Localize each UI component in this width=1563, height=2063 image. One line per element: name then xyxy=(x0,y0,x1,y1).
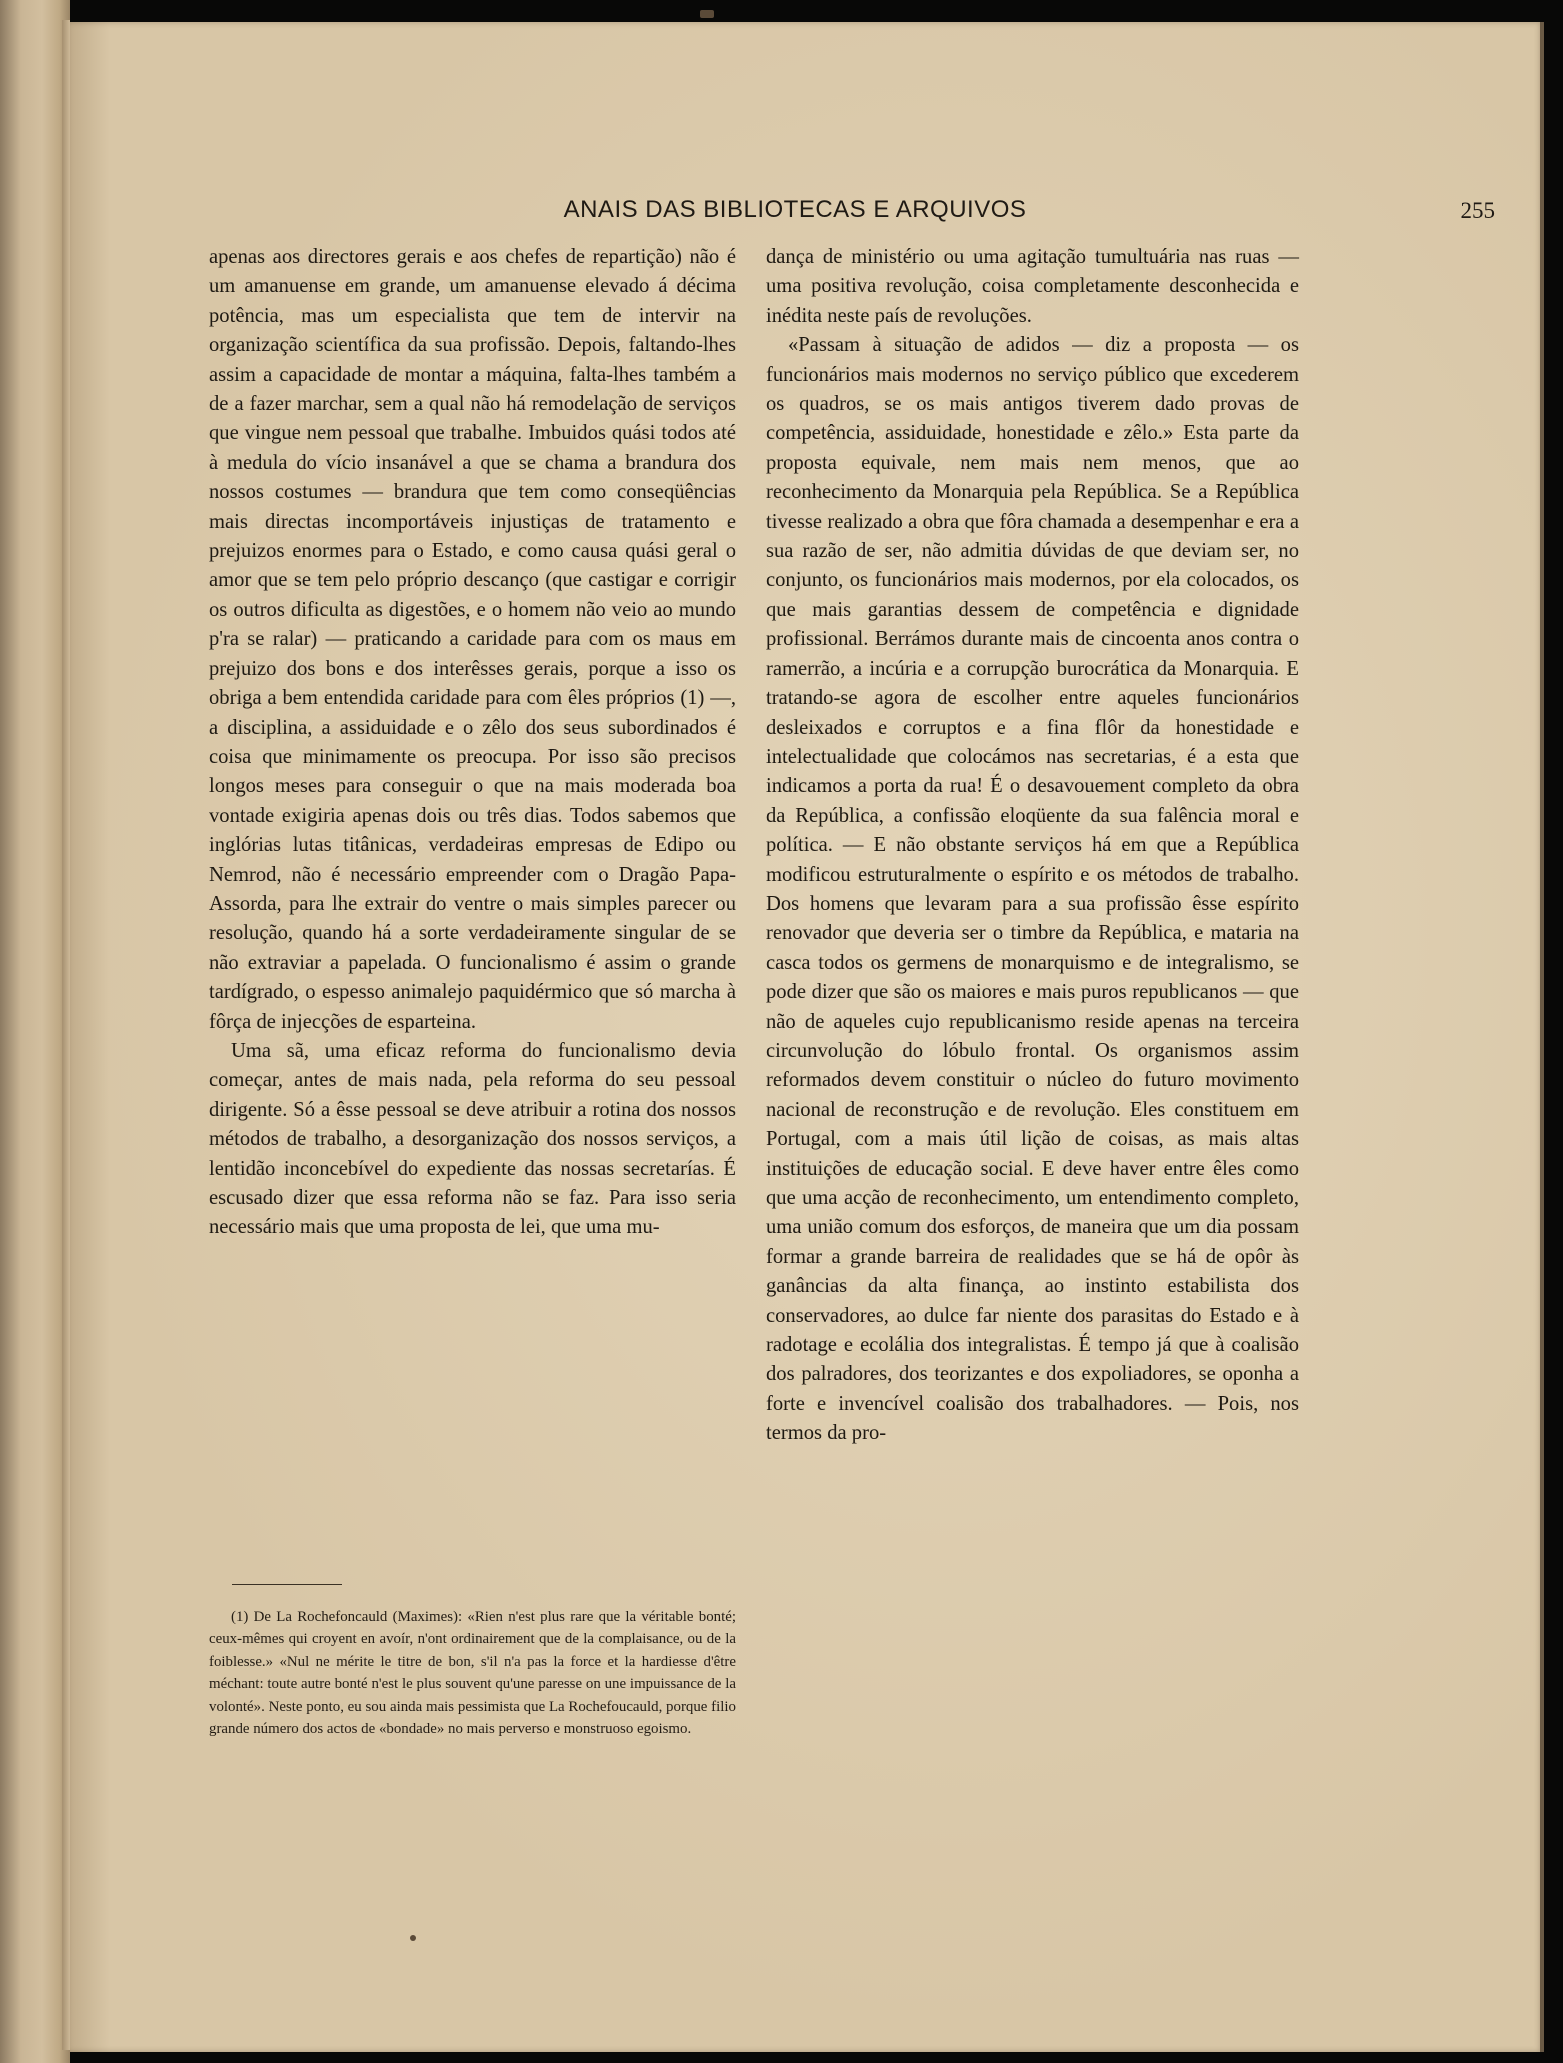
right-paragraph-2: «Passam à situação de adidos — diz a proposta — os funcionários mais modernos no serviço público que excederem os quadros, se os mais antigos tiverem dado provas de competência, assiduidade, honestidade e zêlo.» Esta parte da proposta equivale, nem mais nem menos, que ao reconhecimento da Monarquia pela República. Se a República tivesse realizado a obra que fôra chamada a desempenhar e era a sua razão de ser, não admitia dúvidas de que deviam ser, no conjunto, os funcionários mais modernos, por ela colocados, os que mais garantias dessem de competência e dignidade profissional. Berrámos durante mais de cincoenta anos contra o ramerrão, a incúria e a corrupção burocrática da Monarquia. E tratando-se agora de escolher entre aqueles funcionários desleixados e corruptos e a fina flôr da honestidade e intelectualidade que colocámos nas secretarias, é a esta que indicamos a porta da rua! É o desavouement completo da obra da República, a confissão eloqüente da sua falência moral e política. — E não obstante serviços há em que a República modificou estruturalmente o espírito e os métodos de trabalho. Dos homens que levaram para a sua profissão êsse espírito renovador que deveria ser o timbre da República, e mataria na casca todos os germens de monarquismo e de integralismo, se pode dizer que são os maiores e mais puros republicanos — que não de aqueles cujo republicanismo reside apenas na terceira circunvolução do lóbulo frontal. Os organismos assim reformados devem constituir o núcleo do futuro movimento nacional de reconstrução e de revolução. Eles constituem em Portugal, com a mais útil lição de coisas, as mais altas instituições de educação social. E deve haver entre êles como que uma acção de reconhecimento, um entendimento completo, uma união comum dos esforços, de maneira que um dia possam formar a grande barreira de realidades que se há de opôr às ganâncias da alta finança, ao instinto estabilista dos conservadores, ao dulce far niente dos parasitas do Estado e à radotage e ecolália dos integralistas. É tempo já que à coalisão dos palradores, dos teorizantes e dos expoliadores, se oponha a forte e invencível coalisão dos trabalhadores. — Pois, nos termos da pro- xyxy=(766,334,1299,1445)
book-spine xyxy=(0,0,70,2063)
paper-speck xyxy=(410,1935,416,1941)
page-number: 255 xyxy=(1460,198,1495,223)
left-paragraph-1: apenas aos directores gerais e aos chefes de repartição) não é um amanuense em grande, um amanuense elevado á décima potência, mas um especialista que tem de intervir na organização scientífica da sua profissão. Depois, faltando-lhes assim a capacidade de montar a máquina, falta-lhes também a de a fazer marchar, sem a qual não há remodelação de serviços que vingue nem pessoal que trabalhe. Imbuidos quási todos até à medula do vício insanável a que se chama a brandura dos nossos costumes — brandura que tem como conseqüências mais directas incomportáveis injustiças de tratamento e prejuizos enormes para o Estado, e como causa quási geral o amor que se tem pelo próprio descanço (que castigar e corrigir os outros dificulta as digestões, e o homem não veio ao mundo p'ra se ralar) — praticando a caridade para com os maus em prejuizo dos bons e dos interêsses gerais, porque a isso os obriga a bem entendida caridade para com êles próprios (1) —, a disciplina, a assiduidade e o zêlo dos seus subordinados é coisa que minimamente os preocupa. Por isso são precisos longos meses para conseguir o que na mais moderada boa vontade exigiria apenas dois ou três dias. Todos sabemos que inglórias lutas titânicas, verdadeiras empresas de Edipo ou Nemrod, não é necessário empreender com o Dragão Papa-Assorda, para lhe extrair do ventre o mais simples parecer ou resolução, quando há a sorte verdadeiramente singular de se não extraviar a papelada. O funcionalismo é assim o grande tardígrado, o espesso animalejo paquidérmico que só marcha à fôrça de injecções de esparteina. xyxy=(209,246,736,1033)
journal-title: ANAIS DAS BIBLIOTECAS E ARQUIVOS xyxy=(563,196,1027,223)
right-paragraph-1: dança de ministério ou uma agitação tumultuária nas ruas — uma positiva revolução, coisa completamente desconhecida e inédita neste país de revoluções. xyxy=(766,246,1299,327)
top-edge-mark xyxy=(700,10,714,18)
left-paragraph-2: Uma sã, uma eficaz reforma do funcionalismo devia começar, antes de mais nada, pela reforma do seu pessoal dirigente. Só a êsse pessoal se deve atribuir a rotina dos nossos métodos de trabalho, a desorganização dos nossos serviços, a lentidão inconcebível do expediente das nossas secretarías. É escusado dizer que essa reforma não se faz. Para isso seria necessário mais que uma proposta de lei, que uma mu- xyxy=(209,1039,736,1239)
right-column xyxy=(766,243,1299,1449)
running-header xyxy=(95,196,1495,236)
footnote-rule xyxy=(232,1584,342,1585)
page-gutter xyxy=(62,20,70,2050)
footnote: (1) De La Rochefoncauld (Maximes): «Rien n'est plus rare que la véritable bonté; ceux-mêmes qui croyent en avoír, n'ont ordinairement que de la complaisance, ou de la foiblesse.» «Nul ne mérite le titre de bon, s'il n'a pas la force et la hardiesse d'être méchant: toute autre bonté n'est le plus souvent qu'une paresse on une impuissance de la volonté». Neste ponto, eu sou ainda mais pessimista que La Rochefoucauld, porque filio grande número dos actos de «bondade» no mais perverso e monstruoso egoismo. xyxy=(209,1609,736,1738)
left-column xyxy=(209,243,736,1243)
page-edge xyxy=(1540,22,1544,2052)
